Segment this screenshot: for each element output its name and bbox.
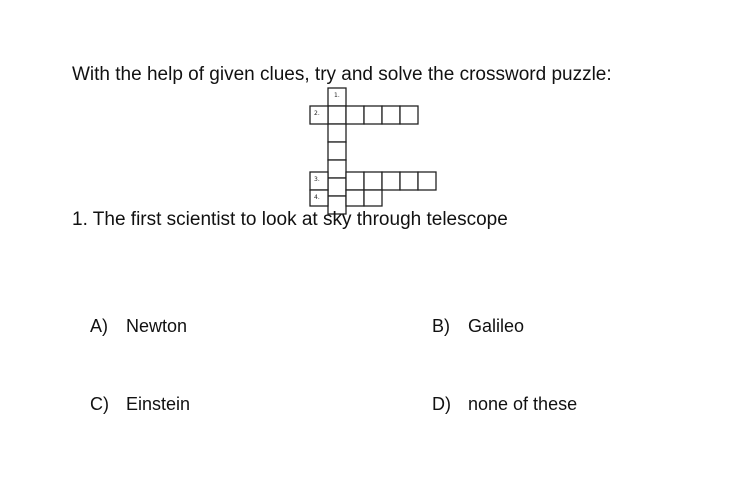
crossword-cell [346,190,364,206]
crossword-cell [328,124,346,142]
option-c-letter: C) [90,394,109,414]
clue-number-4: 4. [314,194,320,201]
crossword-cell [328,160,346,178]
option-b[interactable] [432,316,524,337]
crossword-cell [364,106,382,124]
clue-number-1: 1. [334,92,340,99]
crossword-cell [418,172,436,190]
crossword-cell [328,142,346,160]
crossword-cell [400,106,418,124]
option-a-text: Newton [126,316,188,336]
crossword-cell [328,106,346,124]
option-a-letter: A) [90,316,108,336]
crossword-cell [346,106,364,124]
option-b-letter: B) [432,316,450,336]
clue-number-3: 3. [314,176,320,183]
option-a[interactable] [90,316,187,337]
option-d-letter: D) [432,394,451,414]
question-text: 1. The first scientist to look at sky through telescope [72,209,508,230]
clue-number-2: 2. [314,110,320,117]
option-d-text: none of these [468,394,578,414]
instruction-text: With the help of given clues, try and solve the crossword puzzle: [72,64,612,85]
crossword-cell [364,172,382,190]
crossword-cell [382,106,400,124]
option-c-text: Einstein [126,394,191,414]
crossword-cell [328,178,346,196]
crossword-cell [364,190,382,206]
crossword-cell [400,172,418,190]
option-d[interactable] [432,394,577,415]
option-c[interactable] [90,394,190,415]
crossword-cell [346,172,364,190]
crossword-cell [382,172,400,190]
option-b-text: Galileo [468,316,525,336]
